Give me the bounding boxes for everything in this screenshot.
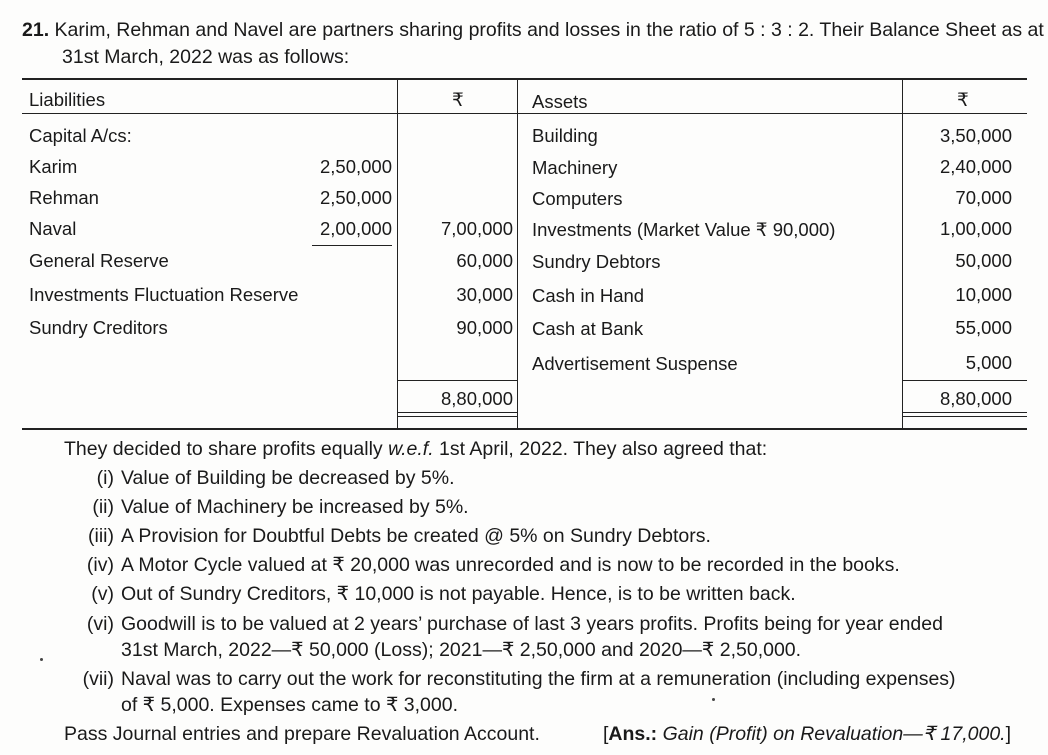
item-text-continued: of ₹ 5,000. Expenses came to ₹ 3,000. — [121, 694, 459, 716]
liability-inner-amount: 2,00,000 — [319, 218, 392, 239]
liability-amount: 30,000 — [456, 284, 513, 305]
liability-amount: 7,00,000 — [440, 218, 513, 239]
asset-amount: 55,000 — [955, 317, 1012, 338]
item-number: (iv) — [86, 554, 114, 576]
liability-label: Sundry Creditors — [29, 317, 168, 338]
intro-post: 1st April, 2022. They also agreed that: — [433, 438, 768, 460]
asset-label: Building — [532, 125, 598, 146]
item-number: (vi) — [86, 613, 114, 635]
asset-amount: 70,000 — [955, 187, 1012, 208]
question-line-2: 31st March, 2022 was as follows: — [62, 46, 350, 68]
item-number: (i) — [96, 467, 114, 489]
item-text: Value of Building be decreased by 5%. — [121, 467, 455, 489]
question-text: Karim, Rehman and Navel are partners sharing profits and losses in the ratio of 5 : 3 : 2. Their Balance Sheet as at — [54, 19, 1044, 41]
header-liabilities: Liabilities — [29, 89, 106, 110]
liability-label: General Reserve — [29, 250, 169, 271]
asset-amount: 1,00,000 — [939, 218, 1012, 239]
intro-paragraph — [64, 437, 767, 461]
asset-label: Investments (Market Value ₹ 90,000) — [532, 219, 836, 240]
item-number: (iii) — [88, 525, 114, 547]
liability-label: Naval — [29, 218, 77, 239]
item-text: Naval was to carry out the work for reconstituting the firm at a remuneration (including expenses) — [121, 668, 956, 690]
asset-label: Cash in Hand — [532, 285, 645, 306]
item-number: (ii) — [92, 496, 114, 518]
liability-inner-amount: 2,50,000 — [319, 156, 392, 177]
asset-label: Sundry Debtors — [532, 251, 661, 272]
item-text: Out of Sundry Creditors, ₹ 10,000 is not payable. Hence, is to be written back. — [121, 583, 796, 605]
liability-label: Capital A/cs: — [29, 125, 132, 146]
intro-pre: They decided to share profits equally — [64, 438, 389, 460]
asset-amount: 3,50,000 — [939, 125, 1012, 146]
asset-amount: 2,40,000 — [939, 156, 1012, 177]
speck — [712, 698, 715, 701]
liability-label: Rehman — [29, 187, 99, 208]
question-number: 21. — [22, 19, 50, 41]
asset-amount: 10,000 — [955, 284, 1012, 305]
answer-open-bracket: [ — [603, 723, 609, 745]
asset-label: Computers — [532, 188, 623, 209]
answer-close-bracket: ] — [1005, 723, 1012, 745]
balance-sheet-table — [22, 78, 1027, 430]
answer-label: Ans.: — [608, 723, 658, 745]
item-text: Value of Machinery be increased by 5%. — [121, 496, 469, 518]
item-text-continued: 31st March, 2022—₹ 50,000 (Loss); 2021—₹ 2,50,000 and 2020—₹ 2,50,000. — [121, 639, 802, 661]
liability-inner-amount: 2,50,000 — [319, 187, 392, 208]
header-rupee-liabilities: ₹ — [452, 89, 464, 110]
item-number: (vii) — [82, 668, 114, 690]
liability-label: Investments Fluctuation Reserve — [29, 284, 299, 305]
question-line-1 — [22, 18, 1044, 42]
liability-amount: 60,000 — [456, 250, 513, 271]
answer-value: Gain (Profit) on Revaluation—₹ 17,000. — [657, 723, 1006, 745]
liability-amount: 90,000 — [456, 317, 513, 338]
asset-label: Advertisement Suspense — [532, 353, 738, 374]
item-text: A Motor Cycle valued at ₹ 20,000 was unrecorded and is now to be recorded in the books. — [121, 554, 900, 576]
item-text: Goodwill is to be valued at 2 years’ purchase of last 3 years profits. Profits being for year ended — [121, 613, 943, 635]
item-text: A Provision for Doubtful Debts be created @ 5% on Sundry Debtors. — [121, 525, 711, 547]
intro-wef: w.e.f. — [388, 438, 434, 460]
header-rupee-assets: ₹ — [957, 89, 969, 110]
asset-amount: 5,000 — [965, 352, 1012, 373]
instruction-text: Pass Journal entries and prepare Revaluation Account. — [64, 723, 540, 745]
total-liabilities: 8,80,000 — [440, 388, 513, 409]
item-number: (v) — [91, 583, 114, 605]
total-assets: 8,80,000 — [939, 388, 1012, 409]
liability-label: Karim — [29, 156, 78, 177]
asset-amount: 50,000 — [955, 250, 1012, 271]
answer-text — [603, 722, 1011, 746]
asset-label: Machinery — [532, 157, 618, 178]
asset-label: Cash at Bank — [532, 318, 644, 339]
header-assets: Assets — [532, 91, 588, 112]
speck — [40, 658, 43, 661]
